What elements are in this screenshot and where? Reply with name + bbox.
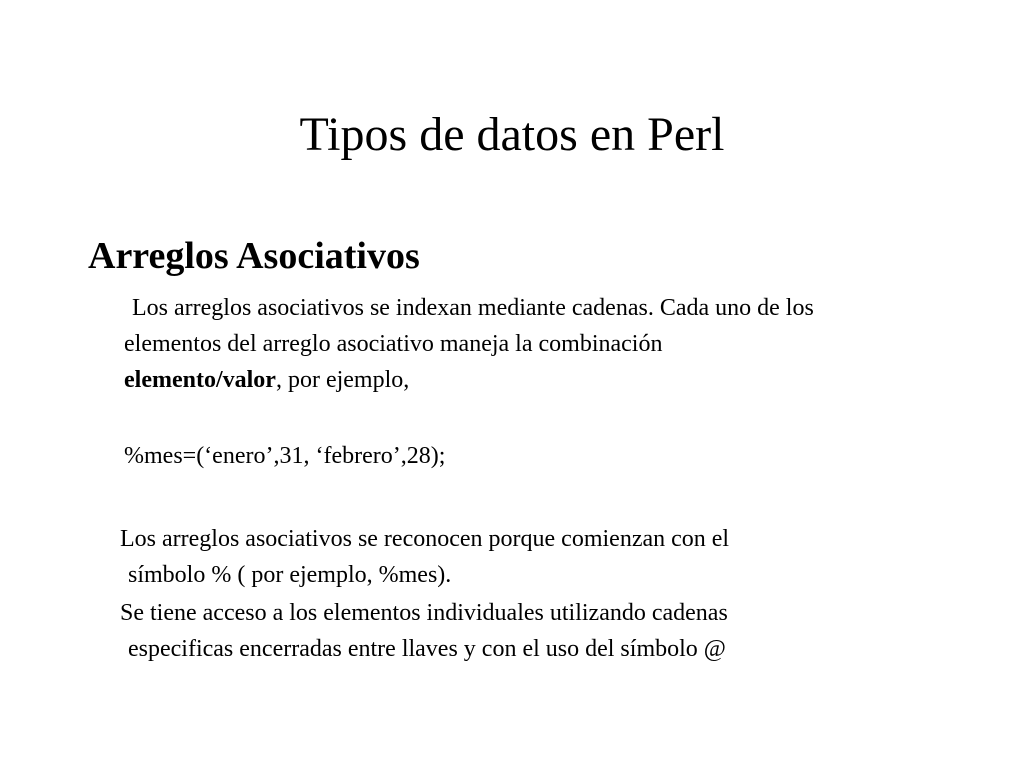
paragraph-line: Los arreglos asociativos se reconocen porque comienzan con el (120, 526, 730, 552)
paragraph-line (124, 290, 964, 326)
paragraph-line: elementos del arreglo asociativo maneja la combinación (124, 331, 663, 357)
paragraph-line: símbolo % ( por ejemplo, %mes). (128, 562, 452, 588)
section-heading: Arreglos Asociativos (88, 235, 420, 277)
paragraph-line: Se tiene acceso a los elementos individuales utilizando cadenas (120, 600, 728, 626)
paragraph-line: especificas encerradas entre llaves y con el uso del símbolo @ (128, 636, 726, 662)
paragraph-text: Los arreglos asociativos se indexan mediante cadenas. Cada uno de los (132, 295, 814, 321)
slide-title: Tipos de datos en Perl (299, 108, 725, 161)
code-example: %mes=(‘enero’,31, ‘febrero’,28); (124, 443, 446, 469)
paragraph-associative-arrays-intro (124, 290, 964, 398)
bold-term: elemento/valor (124, 367, 276, 393)
paragraph-access (120, 595, 964, 667)
paragraph-recognition (120, 521, 964, 593)
paragraph-text: , por ejemplo, (275, 367, 410, 393)
paragraph-line (124, 362, 964, 398)
